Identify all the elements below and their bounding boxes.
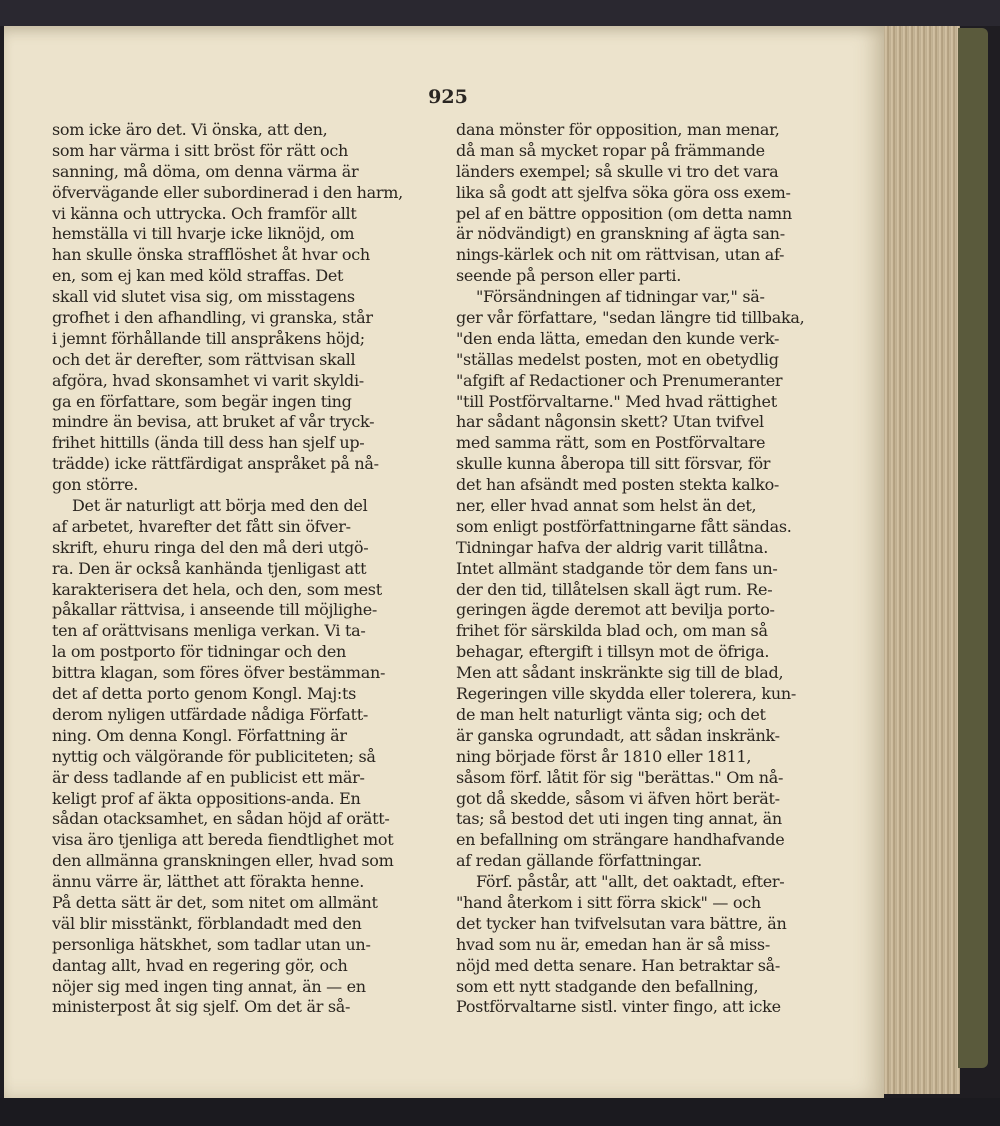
- text-line: mindre än bevisa, att bruket af vår tryck-: [52, 412, 375, 432]
- text-line: Men att sådant inskränkte sig till de blad,: [456, 663, 784, 683]
- text-line: är nödvändigt) en granskning af ägta san-: [456, 224, 785, 244]
- paragraph-start-line: Det är naturligt att börja med den del: [72, 496, 368, 516]
- text-line: nings-kärlek och nit om rättvisan, utan af-: [456, 245, 785, 265]
- text-line: som enligt postförfattningarne fått sändas.: [456, 516, 792, 536]
- text-line: som ett nytt stadgande den befallning,: [456, 976, 759, 996]
- text-line: visa äro tjenliga att bereda fiendtlighet mot: [52, 830, 394, 850]
- text-line: såsom förf. låtit för sig "berättas." Om nå-: [456, 767, 784, 787]
- text-line: "den enda lätta, emedan den kunde verk-: [456, 328, 780, 348]
- text-line: med samma rätt, som en Postförvaltare: [456, 433, 766, 453]
- text-line: Intet allmänt stadgande tör dem fans un-: [456, 558, 778, 578]
- text-line: bittra klagan, som föres öfver bestämman-: [52, 663, 386, 683]
- text-line: afgöra, hvad skonsamhet vi varit skyldi-: [52, 370, 364, 390]
- text-line: nöjd med detta senare. Han betraktar så-: [456, 955, 780, 975]
- text-line: sanning, må döma, om denna värma är: [52, 161, 359, 181]
- bottom-shadow: [0, 1098, 1000, 1126]
- text-line: tas; så bestod det uti ingen ting annat, än: [456, 809, 782, 829]
- text-line: som icke äro det. Vi önska, att den,: [52, 120, 328, 139]
- text-line: seende på person eller parti.: [456, 266, 681, 286]
- text-line: det tycker han tvifvelsutan vara bättre, än: [456, 913, 787, 933]
- text-line: af arbetet, hvarefter det fått sin öfver-: [52, 516, 351, 536]
- page-edges: [884, 26, 960, 1094]
- text-line: och det är derefter, som rättvisan skall: [52, 349, 356, 369]
- text-line: behagar, eftergift i tillsyn mot de öfriga.: [456, 642, 770, 662]
- top-shadow: [0, 0, 1000, 26]
- text-line: då man så mycket ropar på främmande: [456, 140, 765, 160]
- text-line: keligt prof af äkta oppositions-anda. En: [52, 788, 361, 808]
- right-column: [456, 120, 852, 1018]
- text-line: det han afsändt med posten stekta kalko-: [456, 475, 780, 495]
- text-line: ger vår författare, "sedan längre tid tillbaka,: [456, 308, 805, 328]
- text-line: trädde) icke rättfärdigat anspråket på nå-: [52, 454, 379, 474]
- text-line: dana mönster för opposition, man menar,: [456, 120, 780, 139]
- text-line: "hand återkom i sitt förra skick" — och: [456, 892, 761, 912]
- text-line: geringen ägde deremot att bevilja porto-: [456, 600, 775, 620]
- text-line: skrift, ehuru ringa del den må deri utgö-: [52, 537, 369, 557]
- text-line: en befallning om strängare handhafvande: [456, 830, 785, 850]
- text-line: en, som ej kan med köld straffas. Det: [52, 266, 344, 286]
- text-line: grofhet i den afhandling, vi granska, står: [52, 308, 373, 328]
- text-line: hemställa vi till hvarje icke liknöjd, om: [52, 224, 355, 244]
- text-line: väl blir misstänkt, förblandadt med den: [52, 913, 362, 933]
- text-line: öfvervägande eller subordinerad i den harm,: [52, 182, 403, 202]
- text-line: påkallar rättvisa, i anseende till möjlighe-: [52, 600, 378, 620]
- text-line: länders exempel; så skulle vi tro det vara: [456, 161, 779, 181]
- text-line: got då skedde, såsom vi äfven hört berät-: [456, 788, 780, 808]
- text-line: sådan otacksamhet, en sådan höjd af orätt-: [52, 809, 390, 829]
- text-line: ga en författare, som begär ingen ting: [52, 391, 352, 411]
- text-line: vi känna och uttrycka. Och framför allt: [52, 203, 357, 223]
- text-line: "ställas medelst posten, mot en obetydlig: [456, 349, 779, 369]
- text-line: pel af en bättre opposition (om detta namn: [456, 203, 792, 223]
- text-line: skulle kunna åberopa till sitt försvar, för: [456, 454, 771, 474]
- text-line: hvad som nu är, emedan han är så miss-: [456, 934, 770, 954]
- text-line: der den tid, tillåtelsen skall ägt rum. Re-: [456, 579, 773, 599]
- text-line: har sådant någonsin skett? Utan tvifvel: [456, 412, 764, 432]
- text-line: ännu värre är, lätthet att förakta henne.: [52, 872, 364, 892]
- text-line: skall vid slutet visa sig, om misstagens: [52, 287, 355, 307]
- text-line: På detta sätt är det, som nitet om allmänt: [52, 892, 378, 912]
- text-line: "till Postförvaltarne." Med hvad rättighet: [456, 391, 777, 411]
- paragraph-start-line: "Försändningen af tidningar var," sä-: [476, 287, 765, 307]
- text-line: den allmänna granskningen eller, hvad som: [52, 851, 394, 871]
- text-line: "afgift af Redactioner och Prenumeranter: [456, 370, 783, 390]
- book-cover: [958, 28, 988, 1068]
- text-line: är dess tadlande af en publicist ett mär-: [52, 767, 365, 787]
- text-line: karakterisera det hela, och den, som mest: [52, 579, 382, 599]
- text-line: i jemnt förhållande till anspråkens höjd;: [52, 328, 365, 348]
- text-line: han skulle önska strafflöshet åt hvar och: [52, 245, 370, 265]
- text-line: ten af orättvisans menliga verkan. Vi ta-: [52, 621, 366, 641]
- text-line: är ganska ogrundadt, att sådan inskränk-: [456, 725, 780, 745]
- text-line: gon större.: [52, 475, 139, 495]
- text-line: ning. Om denna Kongl. Författning är: [52, 725, 347, 745]
- text-line: lika så godt att sjelfva söka göra oss exem-: [456, 182, 791, 202]
- text-line: ra. Den är också kanhända tjenligast att: [52, 558, 367, 578]
- text-line: frihet för särskilda blad och, om man så: [456, 621, 768, 641]
- text-line: af redan gällande författningar.: [456, 851, 702, 871]
- text-line: nöjer sig med ingen ting annat, än — en: [52, 976, 366, 996]
- text-line: frihet hittills (ända till dess han sjelf up-: [52, 433, 365, 453]
- text-line: Regeringen ville skydda eller tolerera, kun-: [456, 684, 796, 704]
- text-line: som har värma i sitt bröst för rätt och: [52, 140, 349, 160]
- text-line: dantag allt, hvad en regering gör, och: [52, 955, 348, 975]
- text-line: ministerpost åt sig sjelf. Om det är så-: [52, 997, 351, 1017]
- text-line: nyttig och välgörande för publiciteten; så: [52, 746, 376, 766]
- text-line: Tidningar hafva der aldrig varit tillåtna.: [456, 537, 769, 557]
- page-number: 925: [428, 86, 468, 108]
- text-line: derom nyligen utfärdade nådiga Författ-: [52, 704, 368, 724]
- text-line: de man helt naturligt vänta sig; och det: [456, 704, 766, 724]
- paragraph-start-line: Förf. påstår, att "allt, det oaktadt, efter-: [476, 872, 785, 892]
- text-line: ner, eller hvad annat som helst än det,: [456, 496, 757, 516]
- text-line: Postförvaltarne sistl. vinter fingo, att icke: [456, 997, 781, 1017]
- text-line: la om postporto för tidningar och den: [52, 642, 347, 662]
- left-column: [52, 120, 448, 1018]
- text-line: det af detta porto genom Kongl. Maj:ts: [52, 684, 357, 704]
- text-line: ning började först år 1810 eller 1811,: [456, 746, 752, 766]
- text-line: personliga hätskhet, som tadlar utan un-: [52, 934, 371, 954]
